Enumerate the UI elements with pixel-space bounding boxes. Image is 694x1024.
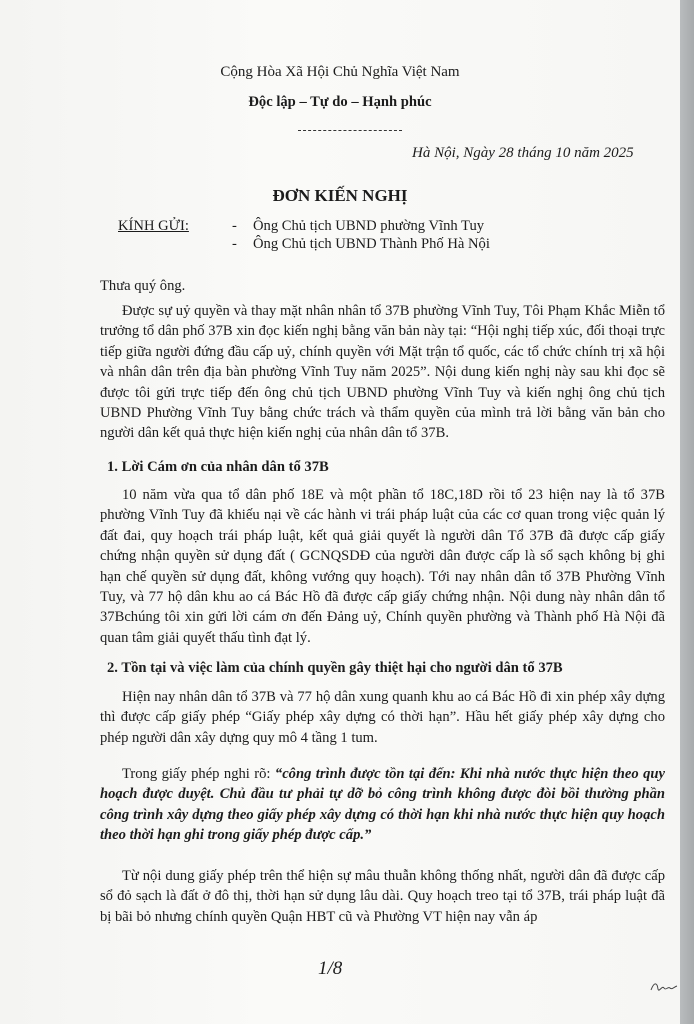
page-shadow-edge: [680, 0, 694, 1024]
section-2-paragraph-3: Từ nội dung giấy phép trên thể hiện sự mâu thuẫn không thống nhất, người dân đã được cấp sổ đỏ sạch là đất ở đô thị, thời hạn sử dụng lâu dài. Quy hoạch treo tại tổ 37B, trái pháp luật đã bị bãi bỏ nhưng chính quyền Quận HBT cũ và Phường VT hiện nay vẫn áp: [100, 868, 665, 925]
place-date: Hà Nội, Ngày 28 tháng 10 năm 2025: [412, 145, 634, 161]
recipient-bullet: -: [232, 236, 237, 252]
permit-lead: Trong giấy phép nghi rõ:: [122, 766, 275, 782]
section-2-paragraph-2: [100, 764, 665, 846]
section-1-body: 10 năm vừa qua tổ dân phố 18E và một phần tổ 18C,18D rồi tổ 23 hiện nay là tổ 37B phường Vĩnh Tuy đã khiếu nại về các hành vi trái pháp luật của các cơ quan trong việc quản lý đất đai, quy hoạch trái pháp luật, kết quả giải quyết là người dân Tổ 37B đã được cấp giấy chứng nhận quyền sử dụng đất ( GCNQSDĐ của người dân được cấp là sổ sạch không bị ghi hạn chế quyền sử dụng đất, không vướng quy hoạch). Tới nay nhân dân tổ 37B Phường Vĩnh Tuy, và 77 hộ dân khu ao cá Bác Hồ đã được cấp giấy chứng nhận. Nội dung này nhân dân tổ 37Bchúng tôi xin gửi lời cám ơn đến Đảng uỷ, Chính quyền phường và Thành phố Hà Nội đã quan tâm giải quyết thấu tình đạt lý.: [100, 487, 665, 646]
initials-signature: [650, 980, 678, 994]
recipients-label: KÍNH GỬI:: [118, 218, 189, 234]
permit-quote: “công trình được tồn tại đến: Khi nhà nước thực hiện theo quy hoạch được duyệt. Chủ đầu tư phải tự dỡ bỏ công trình không được đòi bồi thường phần công trình xây dựng theo giấy phép xây dựng có thời hạn khi nhà nước thực hiện quy hoạch theo thời hạn ghi trong giấy phép được cấp.”: [100, 766, 666, 844]
section-2-paragraph-1: Hiện nay nhân dân tổ 37B và 77 hộ dân xung quanh khu ao cá Bác Hồ đi xin phép xây dựng thì được cấp giấy phép “Giấy phép xây dựng có thời hạn”. Hầu hết giấy phép xây dựng cho phép người dân xây dựng quy mô 4 tầng 1 tum.: [100, 689, 665, 746]
greeting: Thưa quý ông.: [100, 278, 186, 294]
motto-divider: [298, 130, 402, 131]
national-motto: Độc lập – Tự do – Hạnh phúc: [248, 94, 432, 110]
recipient-1: Ông Chủ tịch UBND phường Vĩnh Tuy: [253, 218, 485, 234]
section-1-heading: 1. Lời Cám ơn của nhân dân tổ 37B: [107, 459, 329, 475]
intro-paragraph: Được sự uỷ quyền và thay mặt nhân nhân tổ 37B phường Vĩnh Tuy, Tôi Phạm Khắc Miễn tổ trưởng tổ dân phố 37B xin đọc kiến nghị bằng văn bản này tại: “Hội nghị tiếp xúc, đối thoại trực tiếp giữa người đứng đầu cấp uỷ, chính quyền với Mặt trận tổ quốc, các tổ chức chính trị xã hội và nhân dân trên địa bàn phường Vĩnh Tuy năm 2025”. Nội dung kiến nghị này sau khi đọc sẽ được tôi gửi trực tiếp đến ông chủ tịch UBND phường Vĩnh Tuy và kiến nghị ông chủ tịch UBND Phường Vĩnh Tuy bằng chức trách và thẩm quyền của mình trả lời bằng văn bản cho người dân kết quả thực hiện kiến nghị của nhân dân tổ 37B.: [100, 303, 665, 442]
country-name: Cộng Hòa Xã Hội Chủ Nghĩa Việt Nam: [220, 64, 460, 80]
recipient-2: Ông Chủ tịch UBND Thành Phố Hà Nội: [253, 236, 490, 252]
recipient-bullet: -: [232, 218, 237, 234]
page-number: 1/8: [318, 958, 343, 979]
section-2-heading: 2. Tồn tại và việc làm của chính quyền gây thiệt hại cho người dân tổ 37B: [107, 660, 563, 676]
document-title: ĐƠN KIẾN NGHỊ: [272, 186, 408, 205]
